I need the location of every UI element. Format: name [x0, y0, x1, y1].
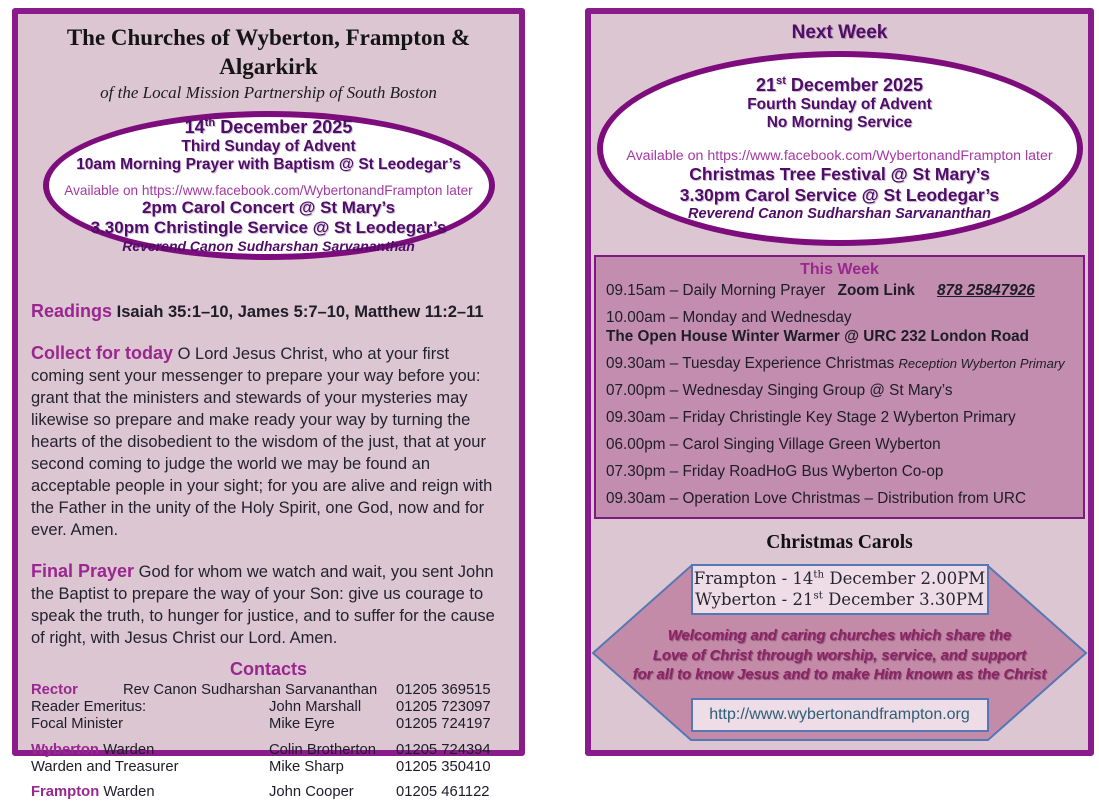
morning-service: No Morning Service: [766, 114, 913, 131]
sunday-name: Fourth Sunday of Advent: [747, 96, 932, 113]
contact-phone: 01205 369515: [396, 682, 491, 698]
website-box: [691, 698, 989, 732]
collect-paragraph: [31, 342, 506, 541]
facebook-link[interactable]: Available on https://www.facebook.com/WybertonandFrampton later: [626, 148, 1053, 164]
facebook-link[interactable]: Available on https://www.facebook.com/WybertonandFrampton later: [64, 183, 473, 198]
contact-name: John Marshall: [269, 699, 362, 716]
contact-row-frampton-warden: [31, 784, 506, 801]
carol-dates-box: [691, 564, 989, 615]
contact-row-wyberton-warden: [31, 742, 506, 759]
schedule-item-christingle: 09.30am – Friday Christingle Key Stage 2 Wyberton Primary: [606, 409, 1016, 426]
contact-role: Focal Minister: [31, 716, 124, 733]
contact-role: Rector: [31, 682, 78, 698]
contact-name: Rev Canon Sudharshan Sarvananthan: [123, 682, 378, 698]
final-prayer-label: Final Prayer: [31, 561, 135, 581]
website-url[interactable]: http://www.wybertonandframpton.org: [709, 706, 970, 723]
schedule-item-carol-singing: 06.00pm – Carol Singing Village Green Wyberton: [606, 436, 941, 453]
contact-row-rector: [31, 682, 506, 699]
service-date: 14th December 2025: [184, 117, 353, 137]
readings-text: Isaiah 35:1–10, James 5:7–10, Matthew 11:2–11: [116, 303, 484, 321]
contact-row-reader-emeritus: [31, 699, 506, 716]
contacts-table: [31, 682, 506, 801]
carol-service-event: 3.30pm Carol Service @ St Leodegar’s: [679, 185, 1000, 205]
collect-text: O Lord Jesus Christ, who at your first coming sent your messenger to prepare your way before you: grant that the ministers and stewards of your mysteries may likewise so prepare and make ready your way by turning the hearts of the disobedient to the wisdom of the just, that at your second coming to judge the world we may be found an acceptable people in your sight; for you are alive and reign with the Father in the unity of the Holy Spirit, one God, now and for ever. Amen.: [31, 345, 493, 539]
festival-event: Christmas Tree Festival @ St Mary’s: [689, 164, 990, 184]
next-week-heading: Next Week: [791, 22, 888, 43]
service-date: 21st December 2025: [755, 75, 924, 95]
contact-role: Warden and Treasurer: [31, 758, 179, 775]
morning-service: 10am Morning Prayer with Baptism @ St Leodegar’s: [76, 156, 461, 173]
evening-event: 3.30pm Christingle Service @ St Leodegar’s: [90, 218, 447, 237]
contact-name: Mike Eyre: [269, 716, 335, 733]
partnership-subtitle: of the Local Mission Partnership of South Boston: [100, 83, 437, 102]
contact-phone: 01205 724394: [396, 741, 491, 758]
final-prayer-paragraph: [31, 560, 506, 649]
collect-label: Collect for today: [31, 343, 174, 363]
next-week-panel: [585, 8, 1094, 756]
contact-name: John Cooper: [269, 784, 354, 801]
contact-name: Mike Sharp: [269, 758, 344, 775]
final-prayer-text: God for whom we watch and wait, you sent John the Baptist to prepare the way of your Son: give us courage to speak the truth, to hunger for justice, and to suffer for the cause of right, with Jesus Christ our Lord. Amen.: [31, 563, 495, 647]
mission-arrow-graphic: [591, 564, 1088, 744]
contact-phone: 01205 724197: [396, 716, 491, 733]
wyberton-carol-date: Wyberton - 21st December 3.30PM: [695, 590, 984, 609]
churches-title: The Churches of Wyberton, Frampton & Algarkirk: [66, 25, 471, 79]
contact-role: Reader Emeritus:: [31, 699, 147, 716]
sunday-services-oval: [43, 111, 495, 260]
zoom-link-label[interactable]: Zoom Link: [837, 282, 915, 299]
schedule-item-open-house: 10.00am – Monday and Wednesday The Open House Winter Warmer @ URC 232 London Road: [606, 309, 1030, 345]
mission-statement: Welcoming and caring churches which share the Love of Christ through worship, service, and support for all to know Jesus and to make Him known as the Christ: [632, 628, 1047, 683]
next-week-oval: [597, 51, 1083, 246]
christmas-carols-heading: Christmas Carols: [766, 532, 913, 553]
celebrant-name: Reverend Canon Sudharshan Sarvananthan: [122, 238, 415, 254]
sunday-name: Third Sunday of Advent: [181, 138, 356, 155]
schedule-item-experience-christmas: 09.30am – Tuesday Experience Christmas Reception Wyberton Primary: [606, 355, 1065, 372]
schedule-item-morning-prayer: 09.15am – Daily Morning Prayer Zoom Link 878 25847926: [606, 282, 1035, 299]
contact-role: Wyberton Warden: [31, 741, 155, 758]
schedule-item-singing-group: 07.00pm – Wednesday Singing Group @ St Mary’s: [606, 382, 953, 399]
contact-phone: 01205 723097: [396, 699, 491, 716]
this-week-heading: This Week: [800, 261, 879, 278]
this-week-box: [594, 255, 1085, 519]
frampton-carol-date: Frampton - 14th December 2.00PM: [693, 569, 986, 588]
schedule-item-roadhog-bus: 07.30pm – Friday RoadHoG Bus Wyberton Co-op: [606, 463, 944, 480]
contact-row-warden-treasurer: [31, 759, 506, 776]
contact-phone: 01205 350410: [396, 758, 491, 775]
celebrant-name: Reverend Canon Sudharshan Sarvananthan: [688, 206, 991, 222]
contact-phone: 01205 461122: [396, 784, 490, 801]
this-week-panel: [12, 8, 525, 801]
contacts-heading: Contacts: [229, 659, 307, 679]
afternoon-event: 2pm Carol Concert @ St Mary’s: [141, 198, 396, 217]
readings-label: Readings: [31, 301, 113, 321]
readings-line: [31, 300, 506, 323]
zoom-meeting-number: 878 25847926: [936, 282, 1035, 299]
schedule-item-operation-love: 09.30am – Operation Love Christmas – Distribution from URC: [606, 490, 1026, 507]
contact-role: Frampton Warden: [31, 784, 155, 801]
contact-name: Colin Brotherton: [269, 741, 376, 758]
contact-row-focal-minister: [31, 716, 506, 733]
